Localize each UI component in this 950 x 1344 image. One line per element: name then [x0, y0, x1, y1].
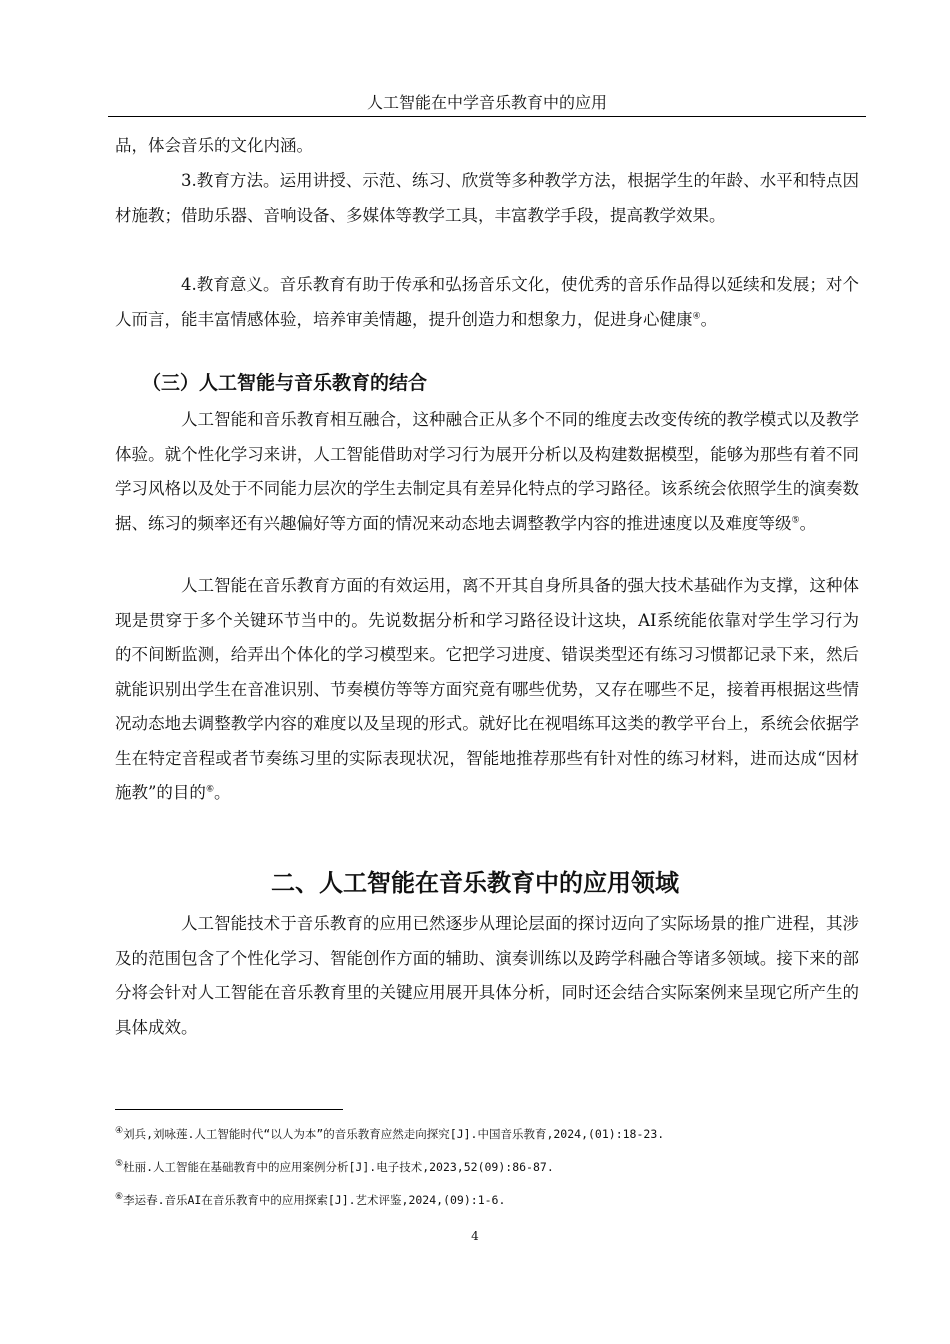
footnote-ref-4[interactable]: ④ — [692, 311, 701, 321]
chapter-heading-2: 二、人工智能在音乐教育中的应用领域 — [271, 868, 679, 897]
paragraph-continuation: 品，体会音乐的文化内涵。 — [115, 136, 313, 155]
footnote-6 — [115, 1192, 865, 1208]
footnote-mark: ④ — [115, 1126, 124, 1137]
paragraph-application-areas: 人工智能技术于音乐教育的应用已然逐步从理论层面的探讨迈向了实际场景的推广进程，其涉及的范围包含了个性化学习、智能创作方面的辅助、演奏训练以及跨学科融合等诸多领域。接下来的部分将会针对人工智能在音乐教育里的关键应用展开具体分析，同时还会结合实际案例来呈现它所产生的具体成效。 — [115, 914, 859, 1037]
paragraph-text: 4.教育意义。音乐教育有助于传承和弘扬音乐文化，使优秀的音乐作品得以延续和发展；对个人而言，能丰富情感体验，培养审美情趣，提升创造力和想象力，促进身心健康 — [115, 275, 859, 329]
footnote-4 — [115, 1126, 865, 1142]
footnote-mark: ⑤ — [115, 1159, 124, 1170]
paragraph-teaching-significance — [115, 268, 859, 337]
footnote-separator — [115, 1109, 343, 1110]
footnote-ref-5[interactable]: ⑤ — [791, 515, 800, 525]
paragraph-ai-integration — [115, 403, 859, 541]
paragraph-end: 。 — [214, 783, 231, 802]
footnote-mark: ⑥ — [115, 1192, 124, 1203]
footnote-5 — [115, 1159, 865, 1175]
paragraph-text: 人工智能和音乐教育相互融合，这种融合正从多个不同的维度去改变传统的教学模式以及教学体验。就个性化学习来讲，人工智能借助对学习行为展开分析以及构建数据模型，能够为那些有着不同学习风格以及处于不同能力层次的学生去制定具有差异化特点的学习路径。该系统会依照学生的演奏数据、练习的频率还有兴趣偏好等方面的情况来动态地去调整教学内容的推进速度以及难度等级 — [115, 410, 859, 533]
page-number: 4 — [471, 1229, 479, 1243]
paragraph-end: 。 — [700, 309, 718, 329]
footnote-text: 刘兵,刘咏莲.人工智能时代“以人为本”的音乐教育应然走向探究[J].中国音乐教育,2024,(01):18-23. — [123, 1127, 665, 1141]
paragraph-text: 人工智能在音乐教育方面的有效运用，离不开其自身所具备的强大技术基础作为支撑，这种体现是贯穿于多个关键环节当中的。先说数据分析和学习路径设计这块，AI系统能依靠对学生学习行为的不间断监测，给弄出个体化的学习模型来。它把学习进度、错误类型还有练习习惯都记录下来，然后就能识别出学生在音准识别、节奏模仿等等方面究竟有哪些优势，又存在哪些不足，接着再根据这些情况动态地去调整教学内容的难度以及呈现的形式。就好比在视唱练耳这类的教学平台上，系统会依据学生在特定音程或者节奏练习里的实际表现状况，智能地推荐那些有针对性的练习材料，进而达成“因材施教”的目的 — [115, 576, 859, 802]
paragraph-ai-technology — [115, 569, 859, 811]
footnote-text: 李运春.音乐AI在音乐教育中的应用探索[J].艺术评鉴,2024,(09):1-6. — [123, 1193, 506, 1207]
running-header: 人工智能在中学音乐教育中的应用 — [108, 92, 866, 117]
paragraph-teaching-methods: 3.教育方法。运用讲授、示范、练习、欣赏等多种教学方法，根据学生的年龄、水平和特点因材施教；借助乐器、音响设备、多媒体等教学工具，丰富教学手段，提高教学效果。 — [115, 171, 859, 225]
footnote-ref-6[interactable]: ⑥ — [205, 784, 215, 795]
footnote-text: 杜丽.人工智能在基础教育中的应用案例分析[J].电子技术,2023,52(09):86-87. — [123, 1160, 554, 1174]
paragraph-end: 。 — [799, 513, 817, 533]
section-heading-3: （三）人工智能与音乐教育的结合 — [142, 372, 428, 394]
